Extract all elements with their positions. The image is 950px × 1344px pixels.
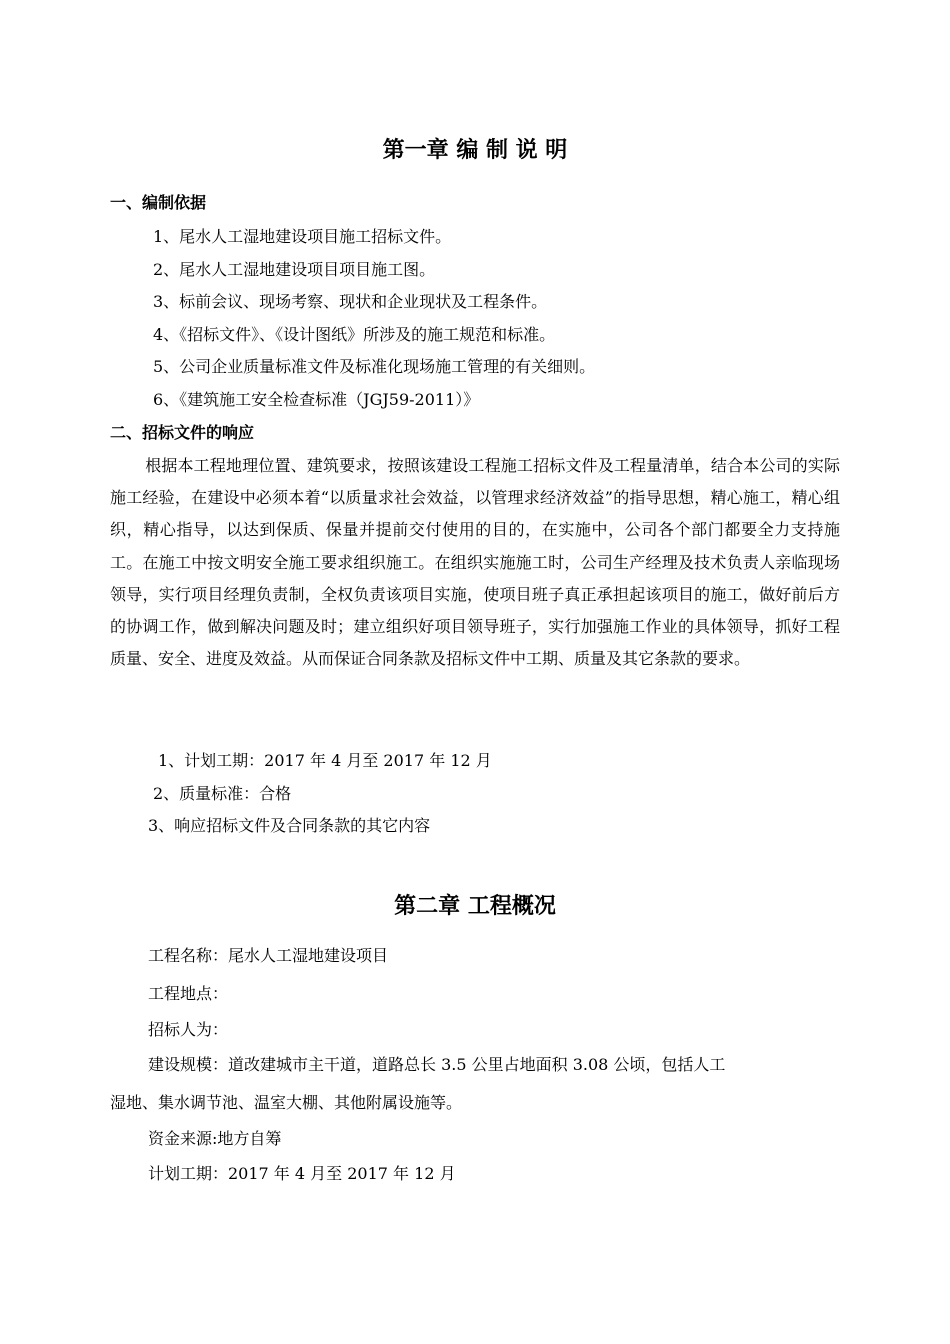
basis-item-4: 4、《招标文件》、《设计图纸》所涉及的施工规范和标准。 <box>153 325 556 344</box>
construction-scale-line-2: 湿地、集水调节池、温室大棚、其他附属设施等。 <box>110 1093 463 1112</box>
response-item-1: 1、计划工期：2017 年 4 月至 2017 年 12 月 <box>158 751 492 770</box>
chapter2-title: 第二章 工程概况 <box>394 894 556 919</box>
project-name: 工程名称：尾水人工湿地建设项目 <box>148 946 389 965</box>
basis-item-2: 2、尾水人工湿地建设项目项目施工图。 <box>153 260 436 279</box>
tenderer: 招标人为： <box>148 1020 229 1039</box>
chapter1-title: 第一章 编 制 说 明 <box>382 138 568 163</box>
response-item-3: 3、响应招标文件及合同条款的其它内容 <box>148 816 431 835</box>
planned-schedule: 计划工期：2017 年 4 月至 2017 年 12 月 <box>148 1164 456 1183</box>
basis-item-3: 3、标前会议、现场考察、现状和企业现状及工程条件。 <box>153 292 548 311</box>
section1-heading: 一、编制依据 <box>110 193 207 212</box>
construction-scale-line-1: 建设规模：道改建城市主干道，道路总长 3.5 公里占地面积 3.08 公顷，包括人工 <box>148 1055 726 1074</box>
funding-source: 资金来源:地方自筹 <box>148 1129 282 1148</box>
project-location: 工程地点： <box>148 984 229 1003</box>
basis-item-1: 1、尾水人工湿地建设项目施工招标文件。 <box>153 227 452 246</box>
response-paragraph: 根据本工程地理位置、建筑要求，按照该建设工程施工招标文件及工程量清单，结合本公司的实际施工经验，在建设中必须本着“以质量求社会效益，以管理求经济效益”的指导思想，精心施工，精心组织，精心指导，以达到保质、保量并提前交付使用的目的，在实施中，公司各个部门都要全力支持施工。在施工中按文明安全施工要求组织施工。在组织实施施工时，公司生产经理及技术负责人亲临现场领导，实行项目经理负责制，全权负责该项目实施，使项目班子真正承担起该项目的施工，做好前后方的协调工作，做到解决问题及时；建立组织好项目领导班子，实行加强施工作业的具体领导，抓好工程质量、安全、进度及效益。从而保证合同条款及招标文件中工期、质量及其它条款的要求。 <box>110 456 840 669</box>
section2-heading: 二、招标文件的响应 <box>110 423 255 442</box>
basis-item-5: 5、公司企业质量标准文件及标准化现场施工管理的有关细则。 <box>153 357 596 376</box>
response-item-2: 2、质量标准：合格 <box>153 784 292 803</box>
basis-item-6: 6、《建筑施工安全检查标准（JGJ59-2011）》 <box>153 390 480 409</box>
